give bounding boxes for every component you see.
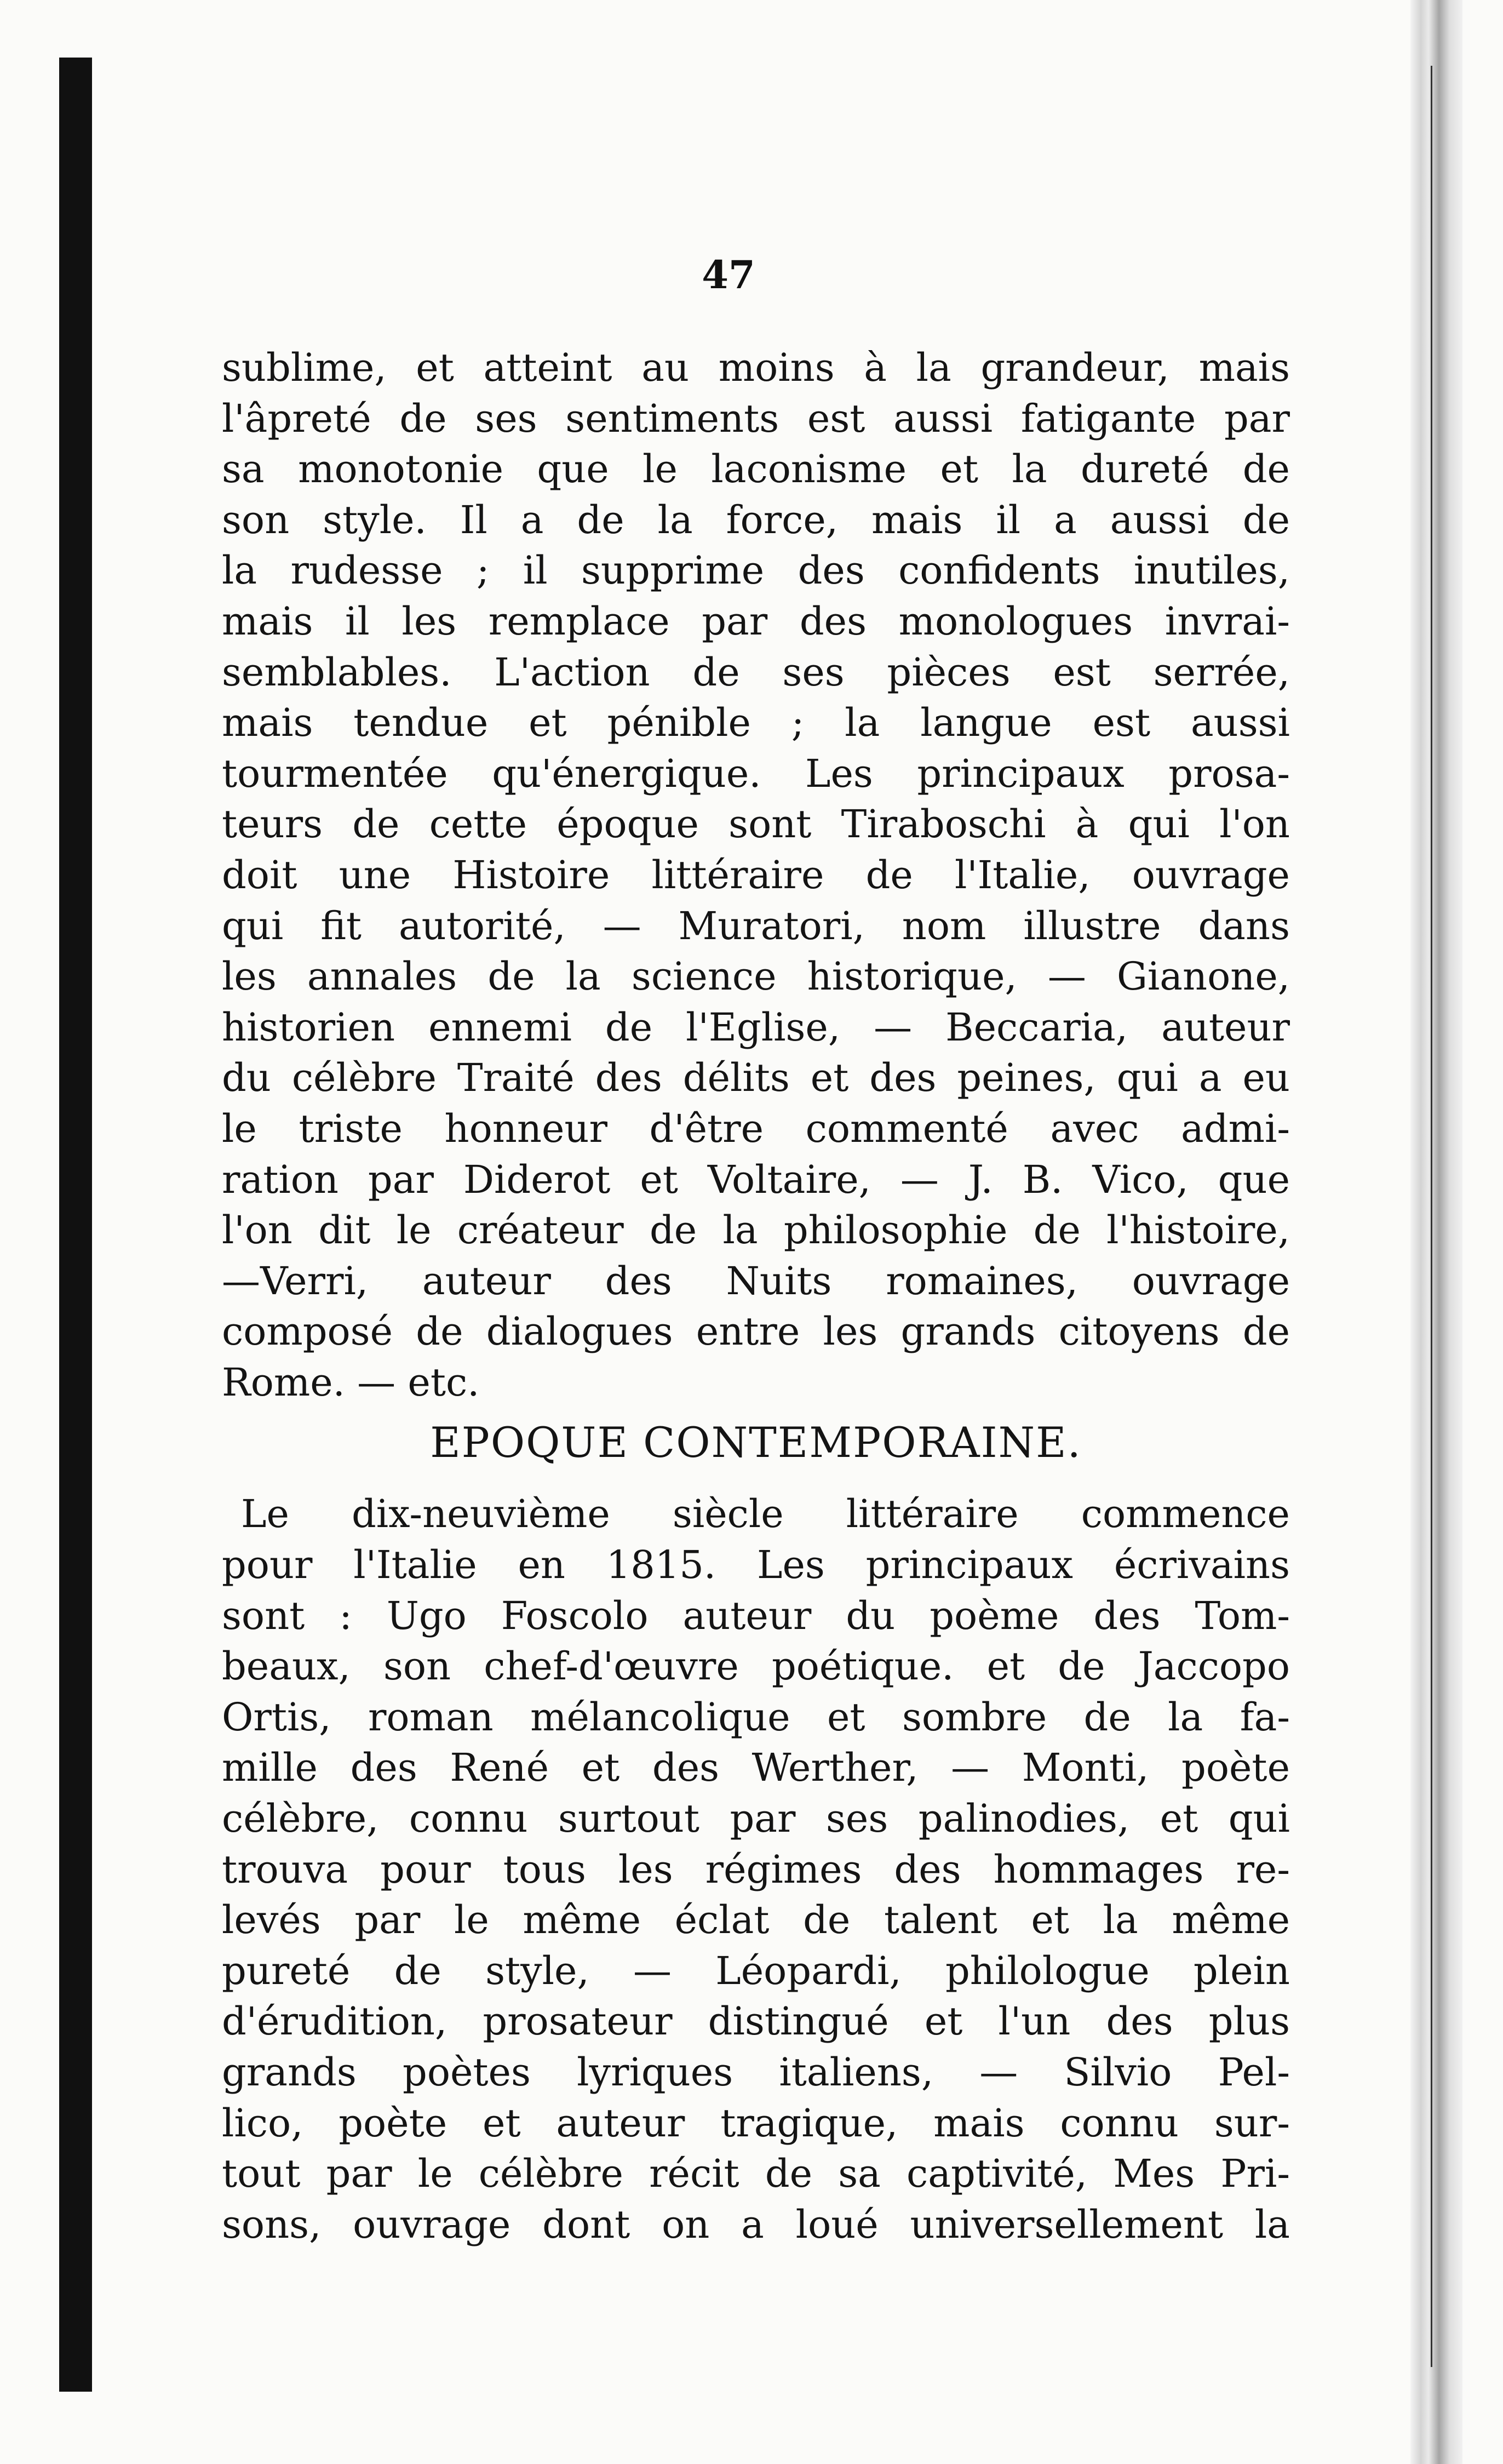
text-line: du célèbre Traité des délits et des peines, qui a eu: [222, 1055, 1290, 1101]
text-line: levés par le même éclat de talent et la même: [222, 1897, 1290, 1943]
text-line: son style. Il a de la force, mais il a aussi de: [222, 497, 1290, 542]
text-line: Ortis, roman mélancolique et sombre de la fa-: [222, 1694, 1290, 1740]
text-line: sa monotonie que le laconisme et la dureté de: [222, 447, 1290, 492]
text-line: mille des René et des Werther, — Monti, poète: [222, 1745, 1290, 1791]
page-edge-line: [1431, 66, 1432, 2367]
text-line: beaux, son chef-d'œuvre poétique. et de Jaccopo: [222, 1644, 1290, 1689]
text-line: l'âpreté de ses sentiments est aussi fatigante par: [222, 396, 1290, 441]
text-line: qui fit autorité, — Muratori, nom illustre dans: [222, 903, 1290, 948]
text-line: mais il les remplace par des monologues invrai-: [222, 598, 1290, 644]
text-line: sont : Ugo Foscolo auteur du poème des Tom-: [222, 1593, 1290, 1638]
page-edge: [1410, 0, 1462, 2464]
page-number: 47: [702, 252, 755, 298]
text-line: doit une Histoire littéraire de l'Italie, ouvrage: [222, 852, 1290, 897]
text-line: pureté de style, — Léopardi, philologue plein: [222, 1948, 1290, 1993]
text-line: la rudesse ; il supprime des confidents inutiles,: [222, 548, 1290, 593]
text-line: grands poètes lyriques italiens, — Silvio Pel-: [222, 2050, 1290, 2095]
text-line: pour l'Italie en 1815. Les principaux écrivains: [222, 1542, 1290, 1588]
text-line: Rome. — etc.: [222, 1359, 480, 1405]
text-line: Le dix-neuvième siècle littéraire commence: [241, 1491, 1290, 1537]
text-line: teurs de cette époque sont Tiraboschi à qui l'on: [222, 802, 1290, 847]
text-line: d'érudition, prosateur distingué et l'un des plus: [222, 1999, 1290, 2044]
text-line: mais tendue et pénible ; la langue est aussi: [222, 700, 1290, 746]
text-line: l'on dit le créateur de la philosophie de l'histoire,: [222, 1208, 1290, 1253]
section-heading: EPOQUE CONTEMPORAINE.: [430, 1418, 1082, 1467]
text-line: composé de dialogues entre les grands citoyens de: [222, 1309, 1290, 1354]
text-line: semblables. L'action de ses pièces est serrée,: [222, 649, 1290, 695]
text-line: le triste honneur d'être commenté avec admi-: [222, 1106, 1290, 1151]
text-line: trouva pour tous les régimes des hommages re-: [222, 1846, 1290, 1892]
text-line: célèbre, connu surtout par ses palinodies, et qui: [222, 1796, 1290, 1842]
binding-shadow: [59, 58, 92, 2392]
text-line: historien ennemi de l'Eglise, — Beccaria, auteur: [222, 1004, 1290, 1050]
text-line: tout par le célèbre récit de sa captivité, Mes Pri-: [222, 2151, 1290, 2197]
body-text: [222, 342, 1290, 2250]
text-line: sublime, et atteint au moins à la grandeur, mais: [222, 345, 1290, 390]
text-line: ration par Diderot et Voltaire, — J. B. Vico, que: [222, 1157, 1290, 1202]
text-line: les annales de la science historique, — Gianone,: [222, 954, 1290, 999]
text-line: —Verri, auteur des Nuits romaines, ouvrage: [222, 1258, 1290, 1304]
text-line: sons, ouvrage dont on a loué universellement la: [222, 2202, 1290, 2247]
text-line: tourmentée qu'énergique. Les principaux prosa-: [222, 751, 1290, 796]
text-line: lico, poète et auteur tragique, mais connu sur-: [222, 2100, 1290, 2146]
